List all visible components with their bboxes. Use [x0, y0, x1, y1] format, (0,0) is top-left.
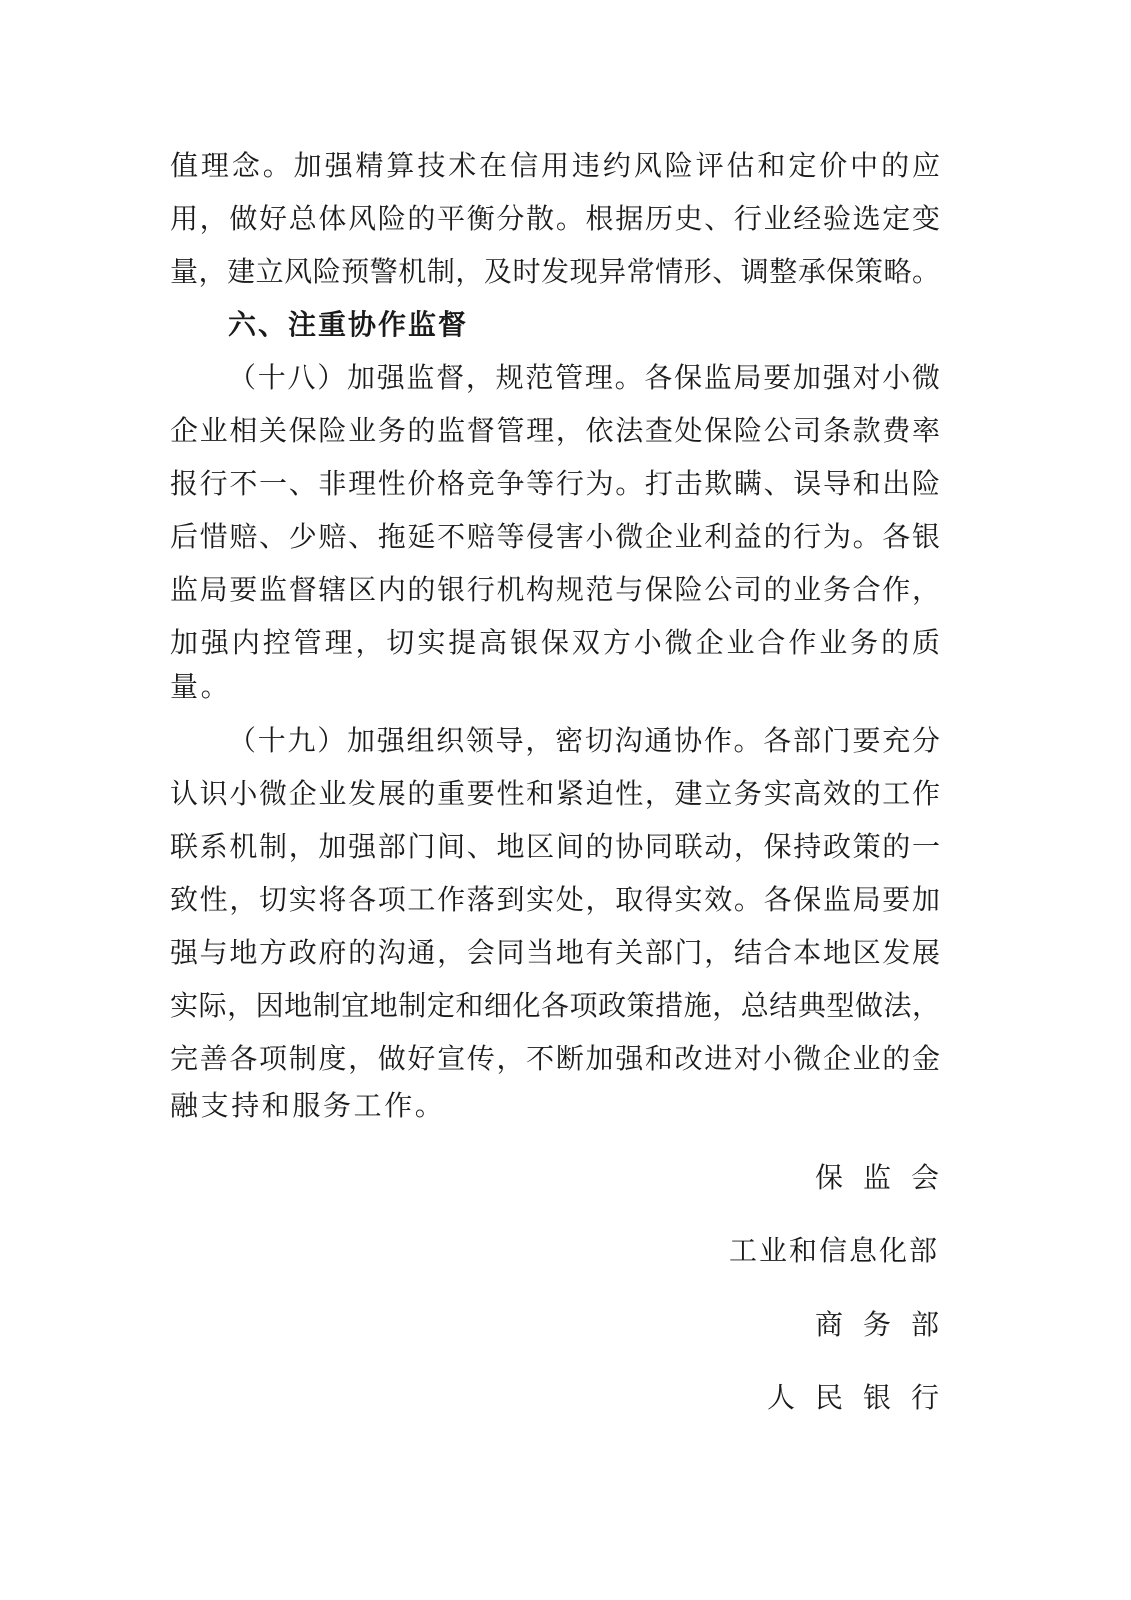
- paragraph-line: 联系机制，加强部门间、地区间的协同联动，保持政策的一: [170, 830, 940, 863]
- signature-miit: 工业和信息化部: [728, 1234, 939, 1267]
- paragraph-line: 值理念。加强精算技术在信用违约风险评估和定价中的应: [170, 149, 940, 182]
- paragraph-line: 完善各项制度，做好宣传，不断加强和改进对小微企业的金: [170, 1042, 940, 1075]
- paragraph-line: 量。: [170, 670, 232, 703]
- paragraph-line: 企业相关保险业务的监督管理，依法查处保险公司条款费率: [170, 414, 940, 447]
- paragraph-line: 强与地方政府的沟通，会同当地有关部门，结合本地区发展: [170, 936, 940, 969]
- paragraph-line: 后惜赔、少赔、拖延不赔等侵害小微企业利益的行为。各银: [170, 520, 940, 553]
- signature-mofcom: 商务部: [814, 1308, 959, 1341]
- paragraph-line: （十九）加强组织领导，密切沟通协作。各部门要充分: [228, 724, 940, 757]
- paragraph-line: 实际，因地制宜地制定和细化各项政策措施，总结典型做法，: [170, 989, 940, 1022]
- paragraph-line: 加强内控管理，切实提高银保双方小微企业合作业务的质: [170, 626, 940, 659]
- paragraph-line: （十八）加强监督，规范管理。各保监局要加强对小微: [228, 361, 940, 394]
- signature-pboc: 人民银行: [766, 1381, 959, 1414]
- paragraph-line: 认识小微企业发展的重要性和紧迫性，建立务实高效的工作: [170, 777, 940, 810]
- section-heading: 六、注重协作监督: [228, 308, 469, 341]
- paragraph-line: 用，做好总体风险的平衡分散。根据历史、行业经验选定变: [170, 202, 940, 235]
- paragraph-line: 融支持和服务工作。: [170, 1089, 446, 1122]
- paragraph-line: 量，建立风险预警机制，及时发现异常情形、调整承保策略。: [170, 255, 940, 288]
- signature-circ: 保监会: [814, 1161, 959, 1194]
- paragraph-line: 致性，切实将各项工作落到实处，取得实效。各保监局要加: [170, 883, 940, 916]
- paragraph-line: 报行不一、非理性价格竞争等行为。打击欺瞒、误导和出险: [170, 467, 940, 500]
- paragraph-line: 监局要监督辖区内的银行机构规范与保险公司的业务合作，: [170, 573, 940, 606]
